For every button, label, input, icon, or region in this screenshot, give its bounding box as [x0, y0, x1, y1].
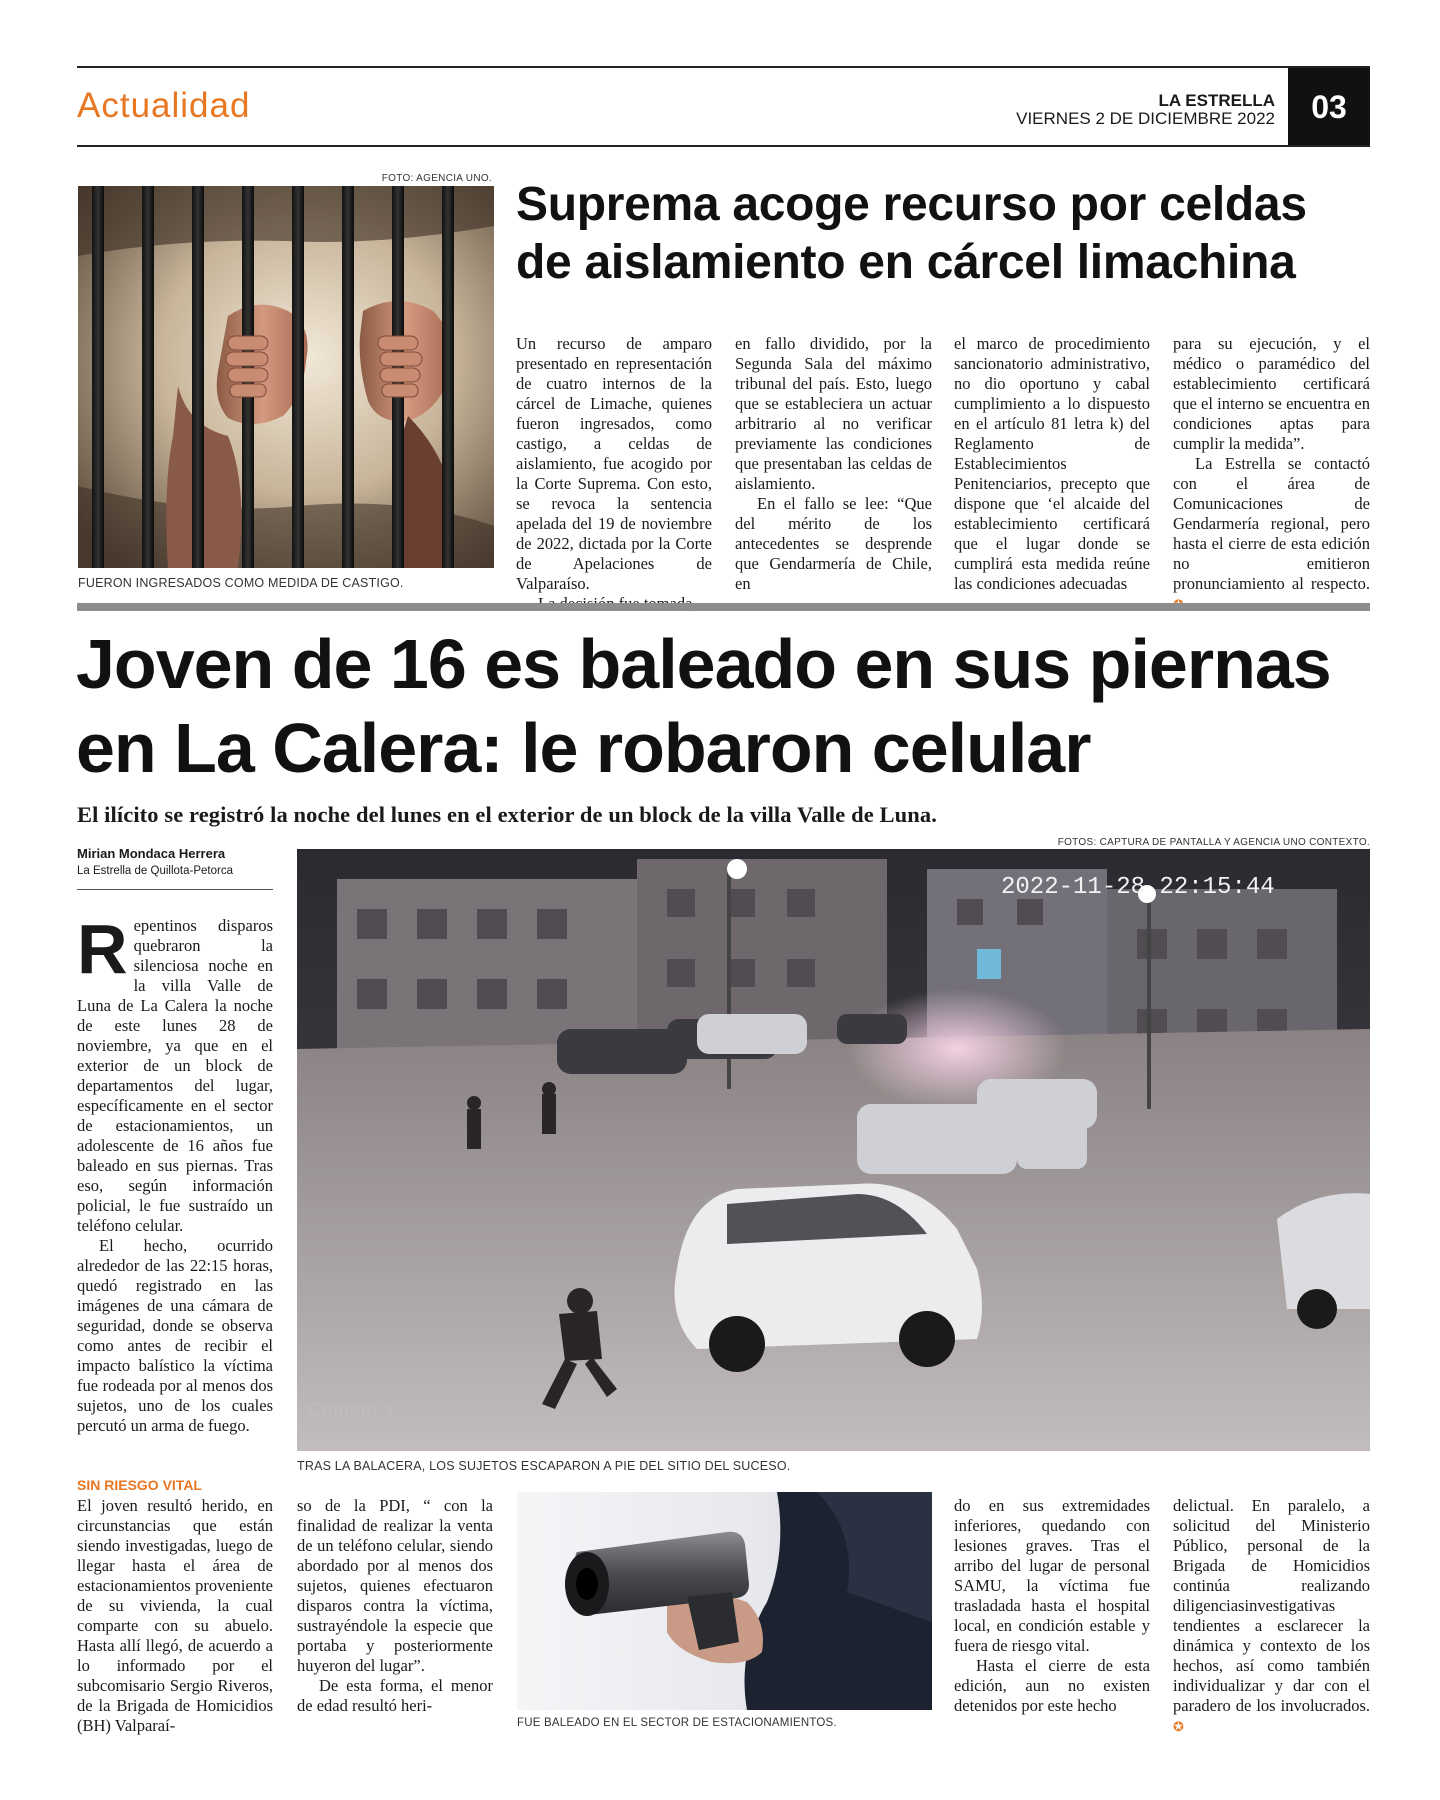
paragraph: [1173, 1496, 1370, 1737]
byline-rule: [77, 889, 273, 890]
camera-timestamp: 2022-11-28 22:15:44: [1001, 874, 1275, 901]
header-bottom-rule: [77, 145, 1370, 147]
lead-paragraph: [77, 910, 273, 1236]
photo-caption: FUE BALEADO EN EL SECTOR DE ESTACIONAMIENTOS.: [517, 1717, 837, 1729]
prison-bars-photo: [78, 186, 494, 568]
paragraph: [1173, 454, 1370, 615]
paragraph-text: La Estrella se contactó con el área de Comunicaciones de Gendarmería regional, pero hasta el cierre de esta edición no emitieron pronunciamiento al respecto.: [1173, 454, 1370, 593]
gun-photo: [517, 1492, 932, 1710]
paragraph: el marco de procedimiento sancionatorio administrativo, no dio oportuno y cabal cumplimiento a lo dispuesto en el artículo 81 letra k) del Reglamento de Establecimientos Penitenciarios, precepto que dispone que ‘el alcaide del establecimiento certificará que el lugar donde se cumplirá esta medida reúne las condiciones adecuadas: [954, 334, 1150, 593]
drop-cap: R: [77, 910, 128, 988]
story1-column-3: [954, 334, 1150, 594]
photo-caption: TRAS LA BALACERA, LOS SUJETOS ESCAPARON A PIE DEL SITIO DEL SUCESO.: [297, 1459, 791, 1473]
newspaper-name: LA ESTRELLA: [1158, 91, 1275, 110]
paragraph: para su ejecución, y el médico o paramédico del establecimiento certificará que el interno se encuentra en condiciones aptas para cumplir la medida”.: [1173, 334, 1370, 453]
author-name: Mirian Mondaca Herrera: [77, 846, 226, 861]
security-camera-photo: [297, 849, 1370, 1451]
camera-label: Camara 1: [307, 1400, 395, 1422]
story2-column-4: [954, 1496, 1150, 1716]
photo-caption: FUERON INGRESADOS COMO MEDIDA DE CASTIGO.: [78, 576, 404, 590]
story2-column-1: [77, 910, 273, 1436]
header-top-rule: [77, 66, 1370, 68]
headline: [516, 176, 1307, 292]
paragraph: De esta forma, el menor de edad resultó heri-: [297, 1676, 493, 1715]
paragraph: El joven resultó herido, en circunstancias que están siendo investigadas, luego de llegar hasta el área de estacionamientos proveniente de su vivienda, la cual comparte con su abuelo. Hasta allí llegó, de acuerdo a lo informado por el subcomisario Sergio Riveros, de la Brigada de Homicidios (BH) Valparaí-: [77, 1496, 273, 1735]
photo-credit: FOTOS: CAPTURA DE PANTALLA Y AGENCIA UNO CONTEXTO.: [1057, 837, 1370, 848]
story-divider: [77, 603, 1370, 611]
main-headline-line-1: Joven de 16 es baleado en sus piernas: [76, 625, 1331, 703]
paragraph-text: delictual. En paralelo, a solicitud del Ministerio Público, personal de la Brigada de Homicidios continúa realizando diligenciasinvestigativas tendientes a esclarecer la dinámica y contexto de los hechos, así como también individualizar y dar con el paradero de los involucrados.: [1173, 1496, 1370, 1715]
paragraph: do en sus extremidades inferiores, quedando con lesiones graves. Tras el arribo del lugar de personal SAMU, la víctima fue trasladada hasta el hospital local, en condición estable y fuera de riesgo vital.: [954, 1496, 1150, 1655]
paragraph: En el fallo se lee: “Que del mérito de los antecedentes se desprende que Gendarmería de Chile, en: [735, 494, 932, 593]
issue-date: VIERNES 2 DE DICIEMBRE 2022: [1016, 109, 1275, 128]
headline-line-1: Suprema acoge recurso por celdas: [516, 178, 1307, 231]
security-camera-scene: [297, 849, 1370, 1451]
story1-column-4: [1173, 334, 1370, 615]
main-headline: [76, 622, 1331, 790]
prison-bars-illustration: [78, 186, 494, 568]
deck: El ilícito se registró la noche del lunes en el exterior de un block de la villa Valle de Luna.: [77, 802, 937, 827]
story1-column-2: [735, 334, 932, 594]
story1-column-1: [516, 334, 712, 614]
photo-credit: FOTO: AGENCIA UNO.: [381, 173, 492, 184]
lead-text: epentinos disparos quebraron la silenciosa noche en la villa Valle de Luna de La Calera la noche de este lunes 28 de noviembre, ya que en el exterior de un block de departamentos del lugar, específicamente en el sector de estacionamientos, un adolescente de 16 años fue baleado en sus piernas. Tras eso, según información policial, le fue sustraído un teléfono celular.: [77, 916, 273, 1235]
story2-column-3: [297, 1496, 493, 1716]
story2-column-5: [1173, 1496, 1370, 1737]
main-headline-line-2: en La Calera: le robaron celular: [76, 709, 1091, 787]
story2-column-2: [77, 1496, 273, 1736]
paragraph: El hecho, ocurrido alrededor de las 22:15 horas, quedó registrado en las imágenes de una cámara de seguridad, donde se observa como antes de recibir el impacto balístico la víctima fue rodeada por al menos dos sujetos, uno de los cuales percutó un arma de fuego.: [77, 1236, 273, 1435]
page-number: 03: [1288, 68, 1370, 146]
subheading: SIN RIESGO VITAL: [77, 1477, 202, 1493]
headline-line-2: de aislamiento en cárcel limachina: [516, 236, 1296, 289]
paragraph: Hasta el cierre de esta edición, aun no existen detenidos por este hecho: [954, 1656, 1150, 1715]
end-mark-icon: ✪: [1173, 1719, 1184, 1734]
paragraph: en fallo dividido, por la Segunda Sala del máximo tribunal del país. Esto, luego que se estableciera un actuar arbitrario al no verificar previamente las condiciones que presentaban las celdas de aislamiento.: [735, 334, 932, 493]
author-outlet: La Estrella de Quillota-Petorca: [77, 865, 233, 877]
section-label: Actualidad: [77, 86, 251, 125]
paragraph: Un recurso de amparo presentado en representación de cuatro internos de la cárcel de Limache, quienes fueron ingresados, como castigo, a celdas de aislamiento, fue acogido por la Corte Suprema. Con esto, se revoca la sentencia apelada del 19 de noviembre de 2022, dictada por la Corte de Apelaciones de Valparaíso.: [516, 334, 712, 593]
gun-illustration: [517, 1492, 932, 1710]
paragraph: so de la PDI, “ con la finalidad de realizar la venta de un teléfono celular, siendo abordado por al menos dos sujetos, quienes efectuaron disparos contra la víctima, sustrayéndole la especie que portaba y posteriormente huyeron del lugar”.: [297, 1496, 493, 1675]
